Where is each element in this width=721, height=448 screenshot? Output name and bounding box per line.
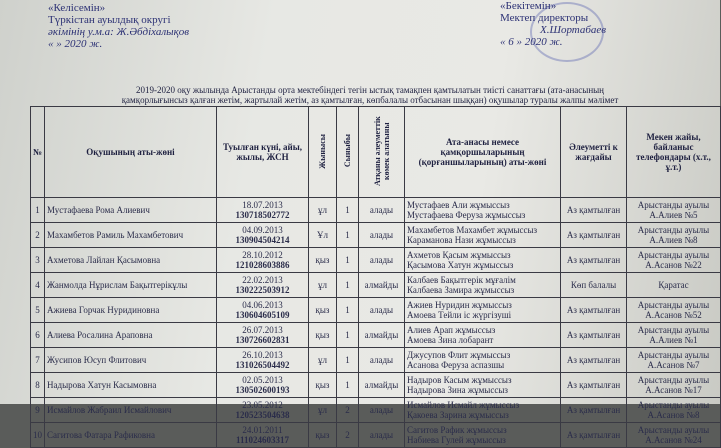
approval-block-left: [48, 2, 189, 50]
address: Арыстанды ауылы А.Асанов №8: [627, 398, 721, 423]
header-social: Әлеуметті к жағдайы: [561, 107, 627, 198]
table-row: [31, 198, 721, 223]
food-status: алмайды: [359, 273, 405, 298]
student-name: Ажиева Горчак Нуридиновна: [45, 298, 217, 323]
birth-date: 04.06.2013 130604605109: [217, 298, 309, 323]
birth-date: 23.05.2012 120523504638: [217, 398, 309, 423]
social-status: Аз қамтылған: [561, 348, 627, 373]
address: Арыстанды ауылы А.Асанов №52: [627, 298, 721, 323]
class: 1: [337, 248, 359, 273]
address: Арыстанды ауылы А.Асанов №24: [627, 423, 721, 448]
food-status: алмайды: [359, 323, 405, 348]
row-num: 3: [31, 248, 45, 273]
header-dob: Туылған күні, айы, жылы, ЖСН: [217, 107, 309, 198]
food-status: алады: [359, 398, 405, 423]
sex: қыз: [309, 298, 337, 323]
right-date-line: « 6 » 2020 ж.: [500, 36, 563, 48]
students-table-wrap: [30, 106, 720, 448]
parents: Джусупов Флит жұмыссыз Асанова Феруза аспазшы: [405, 348, 561, 373]
table-row: [31, 273, 721, 298]
students-table: [30, 106, 721, 448]
row-num: 5: [31, 298, 45, 323]
social-status: Аз қамтылған: [561, 223, 627, 248]
birth-date: 28.10.2012 121028603886: [217, 248, 309, 273]
birth-date: 04.09.2013 130904504214: [217, 223, 309, 248]
row-num: 10: [31, 423, 45, 448]
iin-number: 130604605109: [235, 310, 290, 320]
akim-signature-line: әкімінің у.м.а: Ж.Әбдіхалықов: [48, 26, 190, 38]
sex: ұл: [309, 198, 337, 223]
student-name: Алиева Росалина Араповна: [45, 323, 217, 348]
agree-label: «Келісемін»: [48, 2, 106, 14]
iin-number: 131026504492: [235, 360, 290, 370]
header-name: Оқушының аты-жөні: [45, 107, 217, 198]
table-header-row: [31, 107, 721, 198]
iin-number: 130718502772: [235, 210, 290, 220]
parents: Калбаев Бақытгерік мұғалім Калбаева Замира жұмыссыз: [405, 273, 561, 298]
parents: Надыров Касым жұмыссыз Надырова Зина жұмыссыз: [405, 373, 561, 398]
title-line-2: қамқорлығынсыз қалған жетім, жартылай жетім, аз қамтылған, көпбалалы отбасынан шыққан) оқушылар туралы жалпы мәлімет: [121, 95, 619, 105]
social-status: Аз қамтылған: [561, 198, 627, 223]
social-status: Аз қамтылған: [561, 423, 627, 448]
birth-date: 18.07.2013 130718502772: [217, 198, 309, 223]
sex: қыз: [309, 323, 337, 348]
sex: Ұл: [309, 223, 337, 248]
iin-number: 111024603317: [235, 435, 289, 445]
class: 1: [337, 348, 359, 373]
birth-date: 02.05.2013 130502600193: [217, 373, 309, 398]
parents: Исмайлов Исмайл жұмыссыз Қакоева Зарина жұмыссыз: [405, 398, 561, 423]
iin-number: 130502600193: [235, 385, 290, 395]
parents: Алиев Арап жұмыссыз Амоева Зина лобарант: [405, 323, 561, 348]
student-name: Сагитова Фатара Рафиковна: [45, 423, 217, 448]
row-num: 9: [31, 398, 45, 423]
approval-block-right: [500, 0, 606, 48]
social-status: Аз қамтылған: [561, 323, 627, 348]
director-signature-line: Х.Шортабаев: [540, 24, 607, 36]
row-num: 8: [31, 373, 45, 398]
title-line-1: 2019-2020 оқу жылында Арыстанды орта мектебіндегі тегін ыстық тамақпен қамтылатын тиісті санаттағы (ата-анасының: [135, 85, 604, 95]
parents: Ахметов Қасым жұмыссыз Қасымова Хатун жұмыссыз: [405, 248, 561, 273]
left-date-line: « » 2020 ж.: [48, 38, 103, 50]
food-status: алады: [359, 248, 405, 273]
address: Арыстанды ауылы А.Асанов №22: [627, 248, 721, 273]
table-row: [31, 298, 721, 323]
header-num: №: [31, 107, 45, 198]
sex: қыз: [309, 248, 337, 273]
iin-number: 121028603886: [235, 260, 290, 270]
food-status: алады: [359, 223, 405, 248]
birth-date: 24.01.2011 111024603317: [217, 423, 309, 448]
header-class: Сыныбы: [337, 107, 359, 198]
row-num: 1: [31, 198, 45, 223]
table-row: [31, 423, 721, 448]
sex: ұл: [309, 348, 337, 373]
header-contact: Мекен жайы, байланыс телефондары (х.т., ұ.т.): [627, 107, 721, 198]
iin-number: 130222503912: [235, 285, 290, 295]
class: 2: [337, 398, 359, 423]
parents: Сагитов Рафик жұмыссыз Набиева Гулей жұмыссыз: [405, 423, 561, 448]
food-status: алады: [359, 348, 405, 373]
social-status: Аз қамтылған: [561, 248, 627, 273]
class: 1: [337, 223, 359, 248]
sex: қыз: [309, 373, 337, 398]
class: 1: [337, 323, 359, 348]
approve-label: «Бекітемін»: [500, 0, 557, 12]
student-name: Ахметова Лайлан Қасымовна: [45, 248, 217, 273]
birth-date: 22.02.2013 130222503912: [217, 273, 309, 298]
student-name: Мустафаева Рома Алиевич: [45, 198, 217, 223]
birth-date: 26.07.2013 130726602831: [217, 323, 309, 348]
header-food: Атқаны әлеуметтік көмек алатыны: [359, 107, 405, 198]
class: 1: [337, 373, 359, 398]
header-sex: Жынысы: [309, 107, 337, 198]
parents: Ажиев Нуридин жұмыссыз Амоева Тейли іс жүргізуші: [405, 298, 561, 323]
parents: Махамбетов Махамбет жұмыссыз Караманова Нази жұмыссыз: [405, 223, 561, 248]
table-row: [31, 223, 721, 248]
director-label: Мектеп директоры: [500, 12, 589, 24]
table-row: [31, 398, 721, 423]
birth-date: 26.10.2013 131026504492: [217, 348, 309, 373]
social-status: Аз қамтылған: [561, 373, 627, 398]
row-num: 4: [31, 273, 45, 298]
student-name: Исмайлов Жабраил Исмайлович: [45, 398, 217, 423]
social-status: Көп балалы: [561, 273, 627, 298]
address: Арыстанды ауылы А.Асанов №17: [627, 373, 721, 398]
class: 1: [337, 198, 359, 223]
iin-number: 120523504638: [235, 410, 290, 420]
food-status: алмайды: [359, 373, 405, 398]
table-row: [31, 323, 721, 348]
address: Арыстанды ауылы А.Асанов №7: [627, 348, 721, 373]
student-name: Жанмолда Нұрислам Бақытгерікұлы: [45, 273, 217, 298]
sex: ұл: [309, 273, 337, 298]
address: Қаратас: [627, 273, 721, 298]
student-name: Махамбетов Рамиль Махамбетович: [45, 223, 217, 248]
row-num: 2: [31, 223, 45, 248]
class: 1: [337, 298, 359, 323]
table-row: [31, 248, 721, 273]
iin-number: 130904504214: [235, 235, 290, 245]
sex: қыз: [309, 423, 337, 448]
sex: ұл: [309, 398, 337, 423]
header-parents: Ата-анасы немесе қамқоршыларының (қорғаншыларының) аты-жөні: [405, 107, 561, 198]
row-num: 6: [31, 323, 45, 348]
social-status: Аз қамтылған: [561, 398, 627, 423]
food-status: алады: [359, 198, 405, 223]
row-num: 7: [31, 348, 45, 373]
address: Арыстанды ауылы А.Алиев №1: [627, 323, 721, 348]
class: 1: [337, 273, 359, 298]
iin-number: 130726602831: [235, 335, 290, 345]
document-title: [60, 85, 680, 105]
address: Арыстанды ауылы А.Алиев №5: [627, 198, 721, 223]
food-status: алады: [359, 423, 405, 448]
table-row: [31, 373, 721, 398]
food-status: алады: [359, 298, 405, 323]
student-name: Жусипов Юсуп Флитович: [45, 348, 217, 373]
address: Арыстанды ауылы А.Алиев №8: [627, 223, 721, 248]
social-status: Аз қамтылған: [561, 298, 627, 323]
district-label: Түркістан ауылдық округі: [48, 14, 171, 26]
parents: Мустафаев Али жұмыссыз Мустафаева Феруза жұмыссыз: [405, 198, 561, 223]
class: 2: [337, 423, 359, 448]
student-name: Надырова Хатун Касымовна: [45, 373, 217, 398]
table-row: [31, 348, 721, 373]
